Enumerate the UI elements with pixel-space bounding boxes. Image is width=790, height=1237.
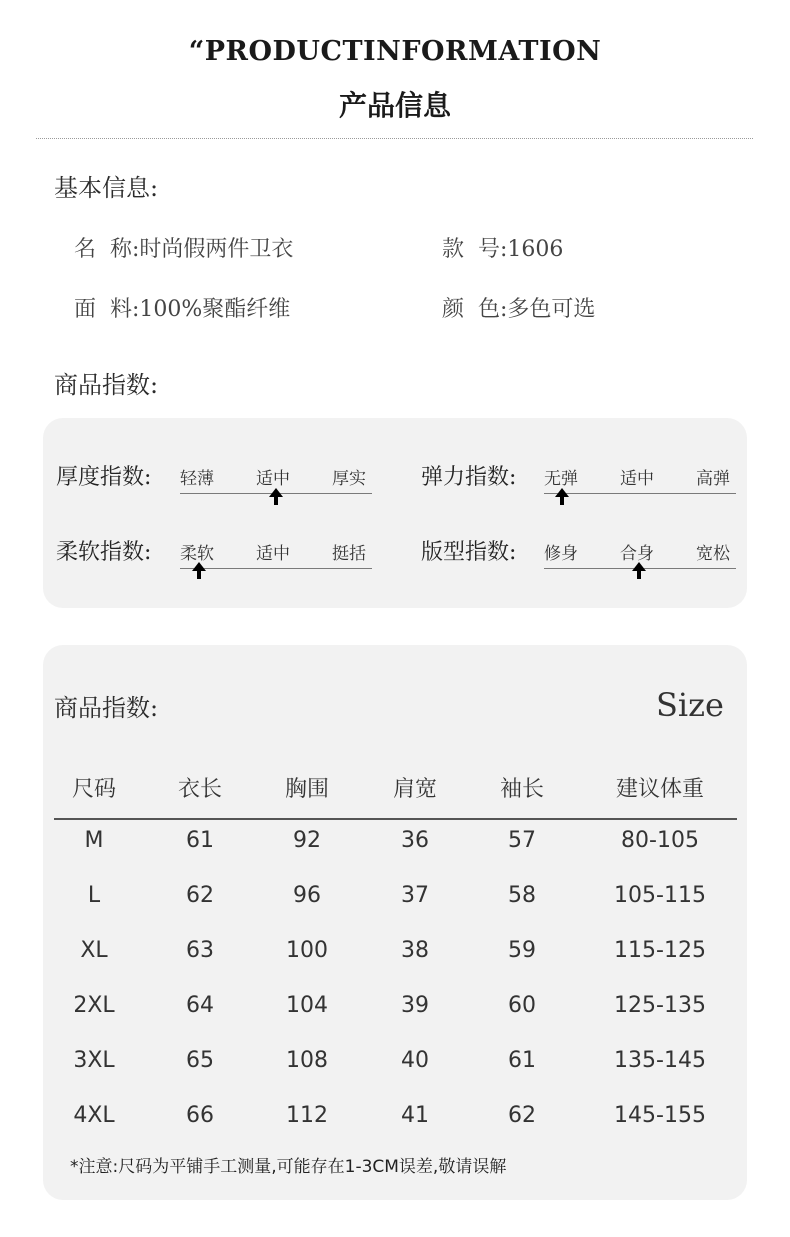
table-cell: 61 xyxy=(508,1048,536,1073)
table-cell: 66 xyxy=(186,1103,214,1128)
index-thickness-label: 厚度指数: xyxy=(56,465,152,490)
table-cell: 40 xyxy=(401,1048,429,1073)
size-header-chest: 胸围 xyxy=(284,777,329,802)
index-softness-option-1: 柔软 xyxy=(180,544,214,564)
header-divider xyxy=(36,138,753,139)
info-fabric-label: 面 料: xyxy=(74,297,140,322)
index-elasticity-scale xyxy=(544,493,736,494)
table-cell: XL xyxy=(80,938,108,963)
index-softness-option-3: 挺括 xyxy=(332,544,366,564)
indices-title: 商品指数: xyxy=(54,371,159,399)
table-cell: 39 xyxy=(401,993,429,1018)
table-cell: 96 xyxy=(293,883,321,908)
size-table-divider xyxy=(54,818,737,820)
size-header-size: 尺码 xyxy=(71,777,116,802)
info-model-value: 1606 xyxy=(507,237,564,262)
index-elasticity-option-3: 高弹 xyxy=(696,469,730,489)
size-header-weight: 建议体重 xyxy=(615,777,704,802)
table-cell: 92 xyxy=(293,828,321,853)
table-cell: 145-155 xyxy=(614,1103,706,1128)
table-cell: 37 xyxy=(401,883,429,908)
index-softness-arrow-icon xyxy=(192,562,206,579)
indices-panel xyxy=(43,418,747,608)
table-cell: 4XL xyxy=(73,1103,115,1128)
header-title-en: “PRODUCTINFORMATION xyxy=(188,36,602,67)
table-cell: 63 xyxy=(186,938,214,963)
table-cell: 62 xyxy=(508,1103,536,1128)
basic-info-title: 基本信息: xyxy=(54,174,159,202)
table-cell: M xyxy=(84,828,104,853)
index-thickness-option-3: 厚实 xyxy=(332,469,366,489)
table-cell: 105-115 xyxy=(614,883,706,908)
index-fit-option-2: 合身 xyxy=(620,544,654,564)
index-fit-option-3: 宽松 xyxy=(696,544,730,564)
table-cell: 108 xyxy=(286,1048,328,1073)
index-fit-arrow-icon xyxy=(632,562,646,579)
size-header-length: 衣长 xyxy=(177,777,222,802)
index-fit-label: 版型指数: xyxy=(421,540,517,565)
table-cell: 58 xyxy=(508,883,536,908)
index-softness-scale xyxy=(180,568,372,569)
index-softness-label: 柔软指数: xyxy=(56,540,152,565)
header-title-zh: 产品信息 xyxy=(338,89,451,122)
index-elasticity-label: 弹力指数: xyxy=(421,465,517,490)
table-cell: 59 xyxy=(508,938,536,963)
index-elasticity-option-1: 无弹 xyxy=(544,469,578,489)
table-cell: 64 xyxy=(186,993,214,1018)
info-color-label: 颜 色: xyxy=(442,297,508,322)
table-cell: 135-145 xyxy=(614,1048,706,1073)
index-thickness-option-2: 适中 xyxy=(256,469,290,489)
table-cell: 62 xyxy=(186,883,214,908)
table-cell: 65 xyxy=(186,1048,214,1073)
table-cell: 60 xyxy=(508,993,536,1018)
table-cell: 112 xyxy=(286,1103,328,1128)
table-cell: 125-135 xyxy=(614,993,706,1018)
table-cell: 38 xyxy=(401,938,429,963)
index-thickness-arrow-icon xyxy=(269,488,283,505)
table-cell: 61 xyxy=(186,828,214,853)
info-color-value: 多色可选 xyxy=(507,297,596,322)
table-cell: 57 xyxy=(508,828,536,853)
table-cell: 100 xyxy=(286,938,328,963)
index-fit-option-1: 修身 xyxy=(544,544,578,564)
info-name xyxy=(74,232,293,263)
info-fabric-value: 100%聚酯纤维 xyxy=(139,297,291,322)
info-model-label: 款 号: xyxy=(442,237,508,262)
index-softness-option-2: 适中 xyxy=(256,544,290,564)
index-thickness-option-1: 轻薄 xyxy=(180,469,214,489)
table-cell: 3XL xyxy=(73,1048,115,1073)
table-cell: 104 xyxy=(286,993,328,1018)
info-fabric xyxy=(74,292,290,323)
table-cell: 36 xyxy=(401,828,429,853)
table-cell: 2XL xyxy=(73,993,115,1018)
table-cell: 41 xyxy=(401,1103,429,1128)
table-cell: 115-125 xyxy=(614,938,706,963)
index-elasticity-arrow-icon xyxy=(555,488,569,505)
table-cell: L xyxy=(87,883,101,908)
size-header-sleeve: 袖长 xyxy=(499,777,544,802)
size-title: 商品指数: xyxy=(54,694,159,722)
info-name-value: 时尚假两件卫衣 xyxy=(139,237,294,262)
info-color xyxy=(442,292,595,323)
info-name-label: 名 称: xyxy=(74,237,140,262)
size-note: *注意:尺码为平铺手工测量,可能存在1-3CM误差,敬请误解 xyxy=(70,1157,507,1177)
size-watermark: Size xyxy=(656,686,724,724)
table-cell: 80-105 xyxy=(621,828,699,853)
size-header-shoulder: 肩宽 xyxy=(392,777,437,802)
info-model xyxy=(442,232,563,263)
index-elasticity-option-2: 适中 xyxy=(620,469,654,489)
